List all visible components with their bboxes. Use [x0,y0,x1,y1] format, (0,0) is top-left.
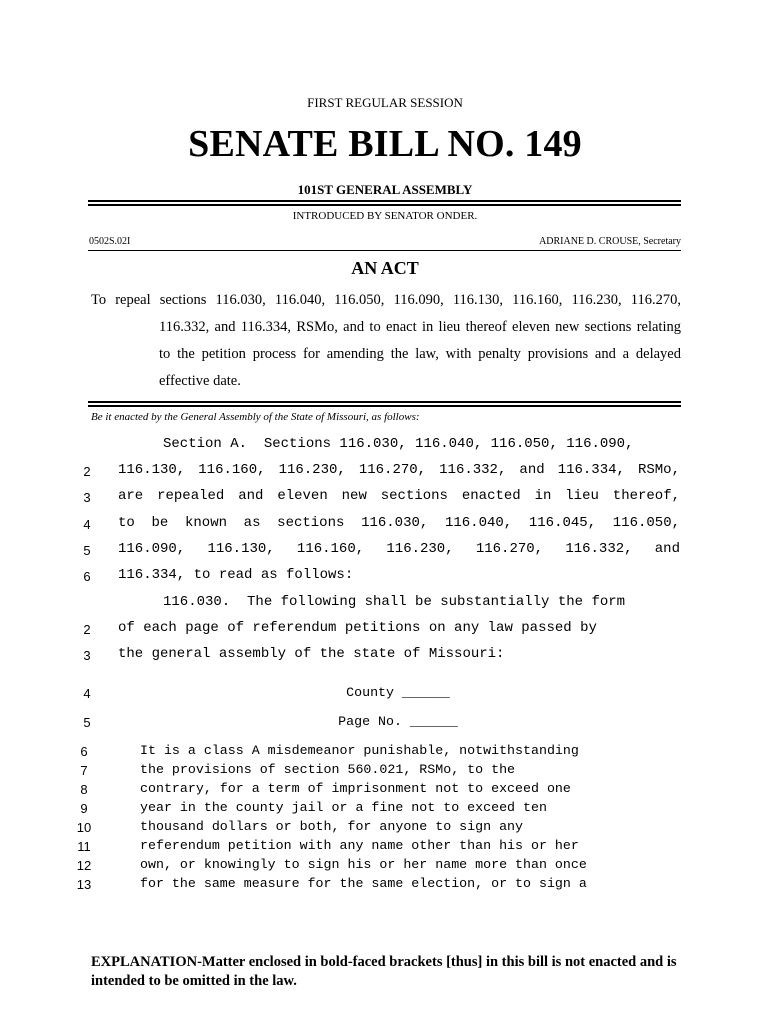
line-number: 3 [83,490,91,505]
act-title-line: effective date. [159,373,241,389]
section-a-line: 116.130, 116.160, 116.230, 116.270, 116.332, and 116.334, RSMo, [118,462,680,478]
line-number: 7 [80,763,88,778]
line-number: 13 [76,877,92,892]
section-a-line: are repealed and eleven new sections enacted in lieu thereof, [118,488,680,504]
page-number-field: Page No. ______ [338,714,458,729]
warning-line: thousand dollars or both, for anyone to sign any [140,819,524,834]
act-title [91,287,681,395]
secretary-name: ADRIANE D. CROUSE, Secretary [539,236,681,247]
assembly-label: 101ST GENERAL ASSEMBLY [297,182,473,197]
section-a-line: 116.334, to read as follows: [118,567,354,583]
double-rule-top [88,200,681,206]
line-number: 8 [80,782,88,797]
section-line: the general assembly of the state of Missouri: [118,646,505,662]
section-line: of each page of referendum petitions on any law passed by [118,620,597,636]
section-line: 116.030. The following shall be substantially the form [163,594,626,610]
section-a-line: to be known as sections 116.030, 116.040, 116.045, 116.050, [118,515,680,531]
act-title-line: 116.332, and 116.334, RSMo, and to enact in lieu thereof eleven new sections relating [159,319,681,335]
warning-line: own, or knowingly to sign his or her name more than once [140,857,587,872]
warning-line: It is a class A misdemeanor punishable, notwithstanding [140,743,579,758]
warning-line: contrary, for a term of imprisonment not to exceed one [140,781,571,796]
line-number: 9 [80,801,88,816]
header-rule [88,250,681,251]
line-number: 2 [83,622,91,637]
bill-code: 0502S.02I [89,236,131,247]
line-number: 3 [83,648,91,663]
line-number: 6 [83,569,91,584]
warning-line: year in the county jail or a fine not to exceed ten [140,800,547,815]
introduced-by: INTRODUCED BY SENATOR ONDER. [292,210,478,222]
enacting-clause: Be it enacted by the General Assembly of the State of Missouri, as follows: [91,411,420,423]
line-number: 6 [80,744,88,759]
explanation-note: EXPLANATION-Matter enclosed in bold-faced brackets [thus] in this bill is not enacted and is intended to be omitted in the law. [91,954,677,989]
line-number: 4 [83,686,91,701]
section-a-line: Section A. Sections 116.030, 116.040, 116.050, 116.090, [163,436,634,452]
double-rule-bottom [88,401,681,407]
county-field: County ______ [346,685,450,700]
line-number: 2 [83,464,91,479]
warning-line: the provisions of section 560.021, RSMo, to the [140,762,516,777]
line-number: 12 [76,858,92,873]
warning-line: for the same measure for the same election, or to sign a [140,876,587,891]
line-number: 11 [77,839,91,854]
act-title-line: to the petition process for amending the law, with penalty provisions and a delayed [159,346,681,362]
bill-title: SENATE BILL NO. 149 [188,123,582,165]
section-a-line: 116.090, 116.130, 116.160, 116.230, 116.270, 116.332, and [118,541,680,557]
act-heading: AN ACT [351,258,419,278]
act-title-line: To repeal sections 116.030, 116.040, 116.050, 116.090, 116.130, 116.160, 116.230, 116.270, [91,292,681,308]
line-number: 10 [76,820,92,835]
session-label: FIRST REGULAR SESSION [307,95,463,110]
line-number: 4 [83,517,91,532]
line-number: 5 [83,715,91,730]
line-number: 5 [83,543,91,558]
warning-line: referendum petition with any name other than his or her [140,838,579,853]
